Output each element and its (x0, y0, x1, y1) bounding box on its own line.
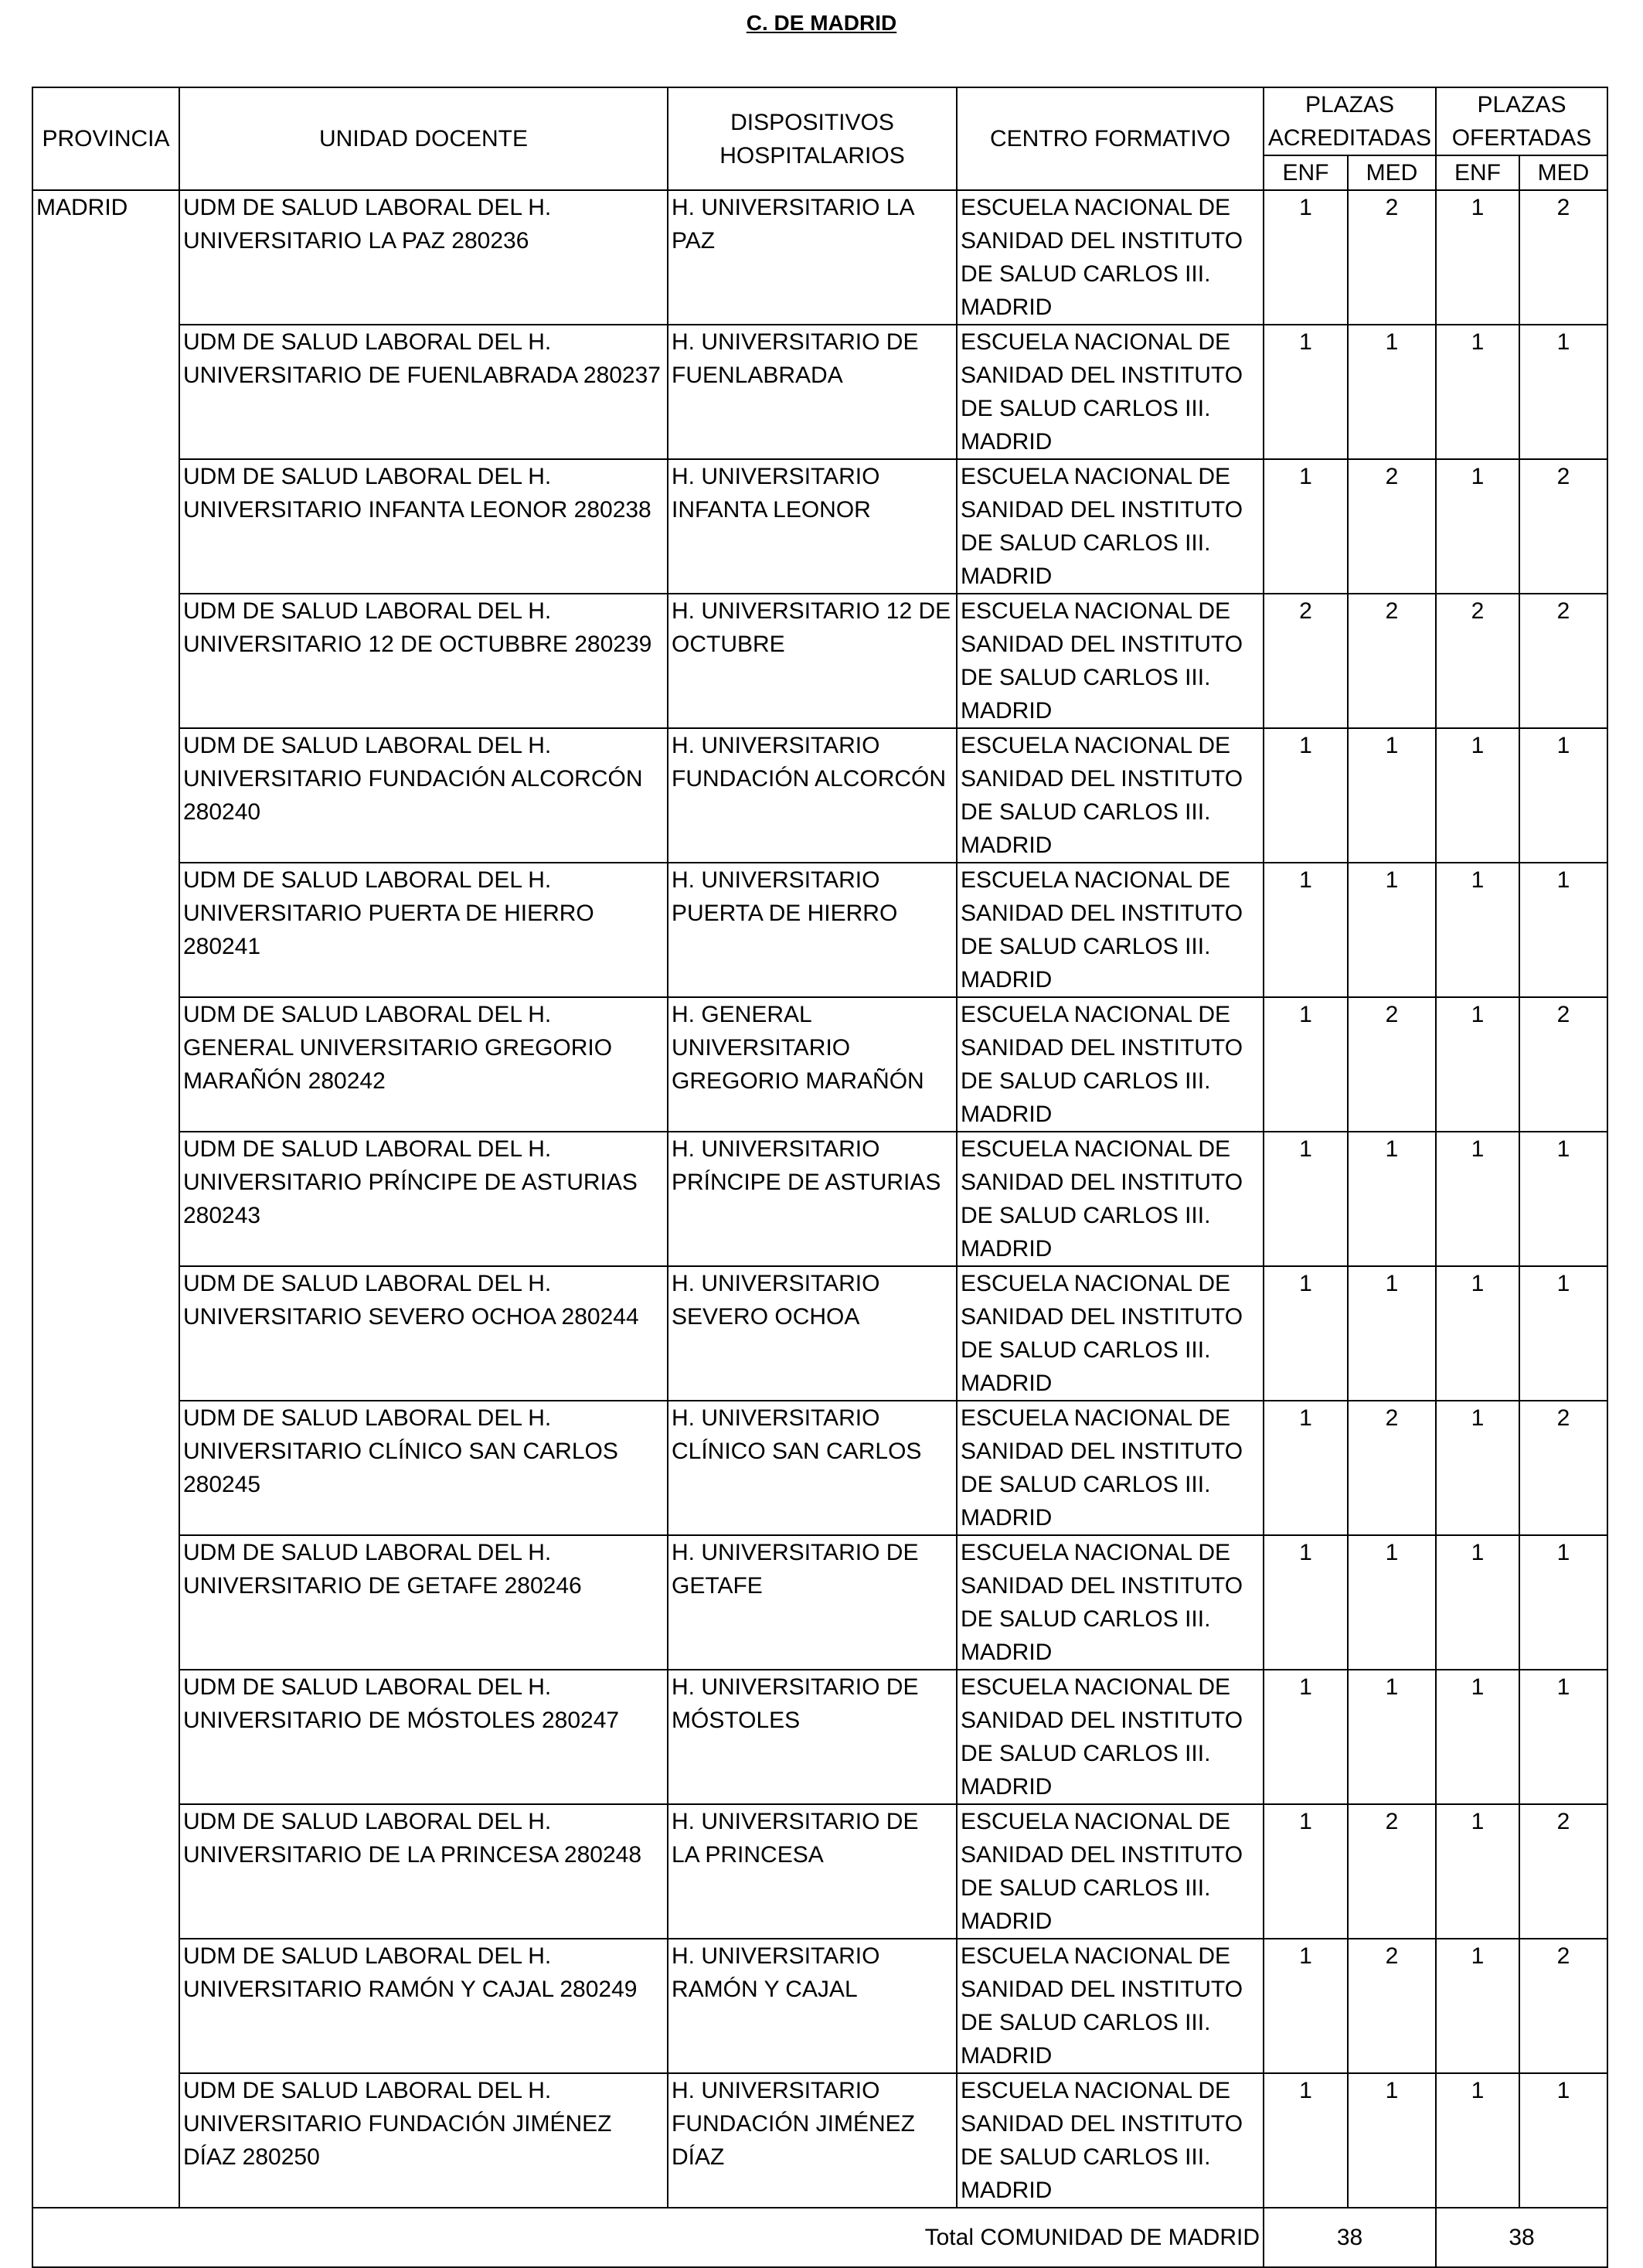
unidad-docente-cell: UDM DE SALUD LABORAL DEL H. UNIVERSITARIO SEVERO OCHOA 280244 (179, 1266, 668, 1401)
table-row (32, 1266, 1607, 1401)
ofertadas-med-cell: 2 (1519, 1804, 1607, 1939)
ofertadas-enf-cell: 1 (1436, 1804, 1519, 1939)
acreditadas-med-cell: 2 (1348, 459, 1436, 594)
centro-formativo-cell: ESCUELA NACIONAL DE SANIDAD DEL INSTITUTO DE SALUD CARLOS III. MADRID (957, 1939, 1264, 2073)
acreditadas-enf-cell: 1 (1264, 459, 1348, 594)
ofertadas-med-cell: 1 (1519, 325, 1607, 459)
acreditadas-enf-cell: 1 (1264, 997, 1348, 1132)
ofertadas-med-cell: 2 (1519, 1939, 1607, 2073)
acreditadas-enf-cell: 1 (1264, 1939, 1348, 2073)
total-acreditadas: 38 (1264, 2208, 1436, 2267)
table-row (32, 1535, 1607, 1670)
unidad-docente-cell: UDM DE SALUD LABORAL DEL H. UNIVERSITARIO DE LA PRINCESA 280248 (179, 1804, 668, 1939)
table-row (32, 1401, 1607, 1535)
acreditadas-med-cell: 1 (1348, 863, 1436, 997)
dispositivo-cell: H. UNIVERSITARIO RAMÓN Y CAJAL (668, 1939, 957, 2073)
ofertadas-med-cell: 1 (1519, 2073, 1607, 2208)
header-centro-formativo: CENTRO FORMATIVO (957, 87, 1264, 190)
acreditadas-enf-cell: 1 (1264, 728, 1348, 863)
ofertadas-med-cell: 1 (1519, 1266, 1607, 1401)
ofertadas-enf-cell: 1 (1436, 2073, 1519, 2208)
table-body (32, 190, 1607, 2267)
centro-formativo-cell: ESCUELA NACIONAL DE SANIDAD DEL INSTITUTO DE SALUD CARLOS III. MADRID (957, 1535, 1264, 1670)
total-row (32, 2208, 1607, 2267)
table-row (32, 2073, 1607, 2208)
dispositivo-cell: H. UNIVERSITARIO INFANTA LEONOR (668, 459, 957, 594)
table-row (32, 190, 1607, 325)
ofertadas-med-cell: 2 (1519, 459, 1607, 594)
unidad-docente-cell: UDM DE SALUD LABORAL DEL H. UNIVERSITARIO RAMÓN Y CAJAL 280249 (179, 1939, 668, 2073)
centro-formativo-cell: ESCUELA NACIONAL DE SANIDAD DEL INSTITUTO DE SALUD CARLOS III. MADRID (957, 1670, 1264, 1804)
ofertadas-enf-cell: 1 (1436, 728, 1519, 863)
header-acr-enf: ENF (1264, 155, 1348, 190)
ofertadas-enf-cell: 1 (1436, 1266, 1519, 1401)
dispositivo-cell: H. UNIVERSITARIO CLÍNICO SAN CARLOS (668, 1401, 957, 1535)
unidad-docente-cell: UDM DE SALUD LABORAL DEL H. UNIVERSITARIO DE FUENLABRADA 280237 (179, 325, 668, 459)
table-row (32, 863, 1607, 997)
unidad-docente-cell: UDM DE SALUD LABORAL DEL H. UNIVERSITARIO 12 DE OCTUBBRE 280239 (179, 594, 668, 728)
ofertadas-med-cell: 1 (1519, 863, 1607, 997)
acreditadas-enf-cell: 1 (1264, 325, 1348, 459)
acreditadas-enf-cell: 1 (1264, 1132, 1348, 1266)
ofertadas-enf-cell: 1 (1436, 1401, 1519, 1535)
centro-formativo-cell: ESCUELA NACIONAL DE SANIDAD DEL INSTITUTO DE SALUD CARLOS III. MADRID (957, 1132, 1264, 1266)
acreditadas-enf-cell: 1 (1264, 1401, 1348, 1535)
acreditadas-enf-cell: 1 (1264, 1266, 1348, 1401)
centro-formativo-cell: ESCUELA NACIONAL DE SANIDAD DEL INSTITUTO DE SALUD CARLOS III. MADRID (957, 997, 1264, 1132)
total-ofertadas: 38 (1436, 2208, 1607, 2267)
header-plazas-ofertadas: PLAZAS OFERTADAS (1436, 87, 1607, 155)
unidad-docente-cell: UDM DE SALUD LABORAL DEL H. UNIVERSITARIO FUNDACIÓN ALCORCÓN 280240 (179, 728, 668, 863)
ofertadas-enf-cell: 1 (1436, 1670, 1519, 1804)
acreditadas-med-cell: 2 (1348, 190, 1436, 325)
dispositivo-cell: H. UNIVERSITARIO PUERTA DE HIERRO (668, 863, 957, 997)
ofertadas-enf-cell: 1 (1436, 190, 1519, 325)
unidad-docente-cell: UDM DE SALUD LABORAL DEL H. UNIVERSITARIO PRÍNCIPE DE ASTURIAS 280243 (179, 1132, 668, 1266)
acreditadas-med-cell: 1 (1348, 1132, 1436, 1266)
acreditadas-med-cell: 2 (1348, 1939, 1436, 2073)
table-row (32, 459, 1607, 594)
ofertadas-enf-cell: 1 (1436, 863, 1519, 997)
acreditadas-enf-cell: 1 (1264, 1804, 1348, 1939)
dispositivo-cell: H. UNIVERSITARIO PRÍNCIPE DE ASTURIAS (668, 1132, 957, 1266)
ofertadas-enf-cell: 1 (1436, 459, 1519, 594)
centro-formativo-cell: ESCUELA NACIONAL DE SANIDAD DEL INSTITUTO DE SALUD CARLOS III. MADRID (957, 459, 1264, 594)
acreditadas-med-cell: 1 (1348, 1266, 1436, 1401)
ofertadas-med-cell: 1 (1519, 728, 1607, 863)
centro-formativo-cell: ESCUELA NACIONAL DE SANIDAD DEL INSTITUTO DE SALUD CARLOS III. MADRID (957, 1401, 1264, 1535)
centro-formativo-cell: ESCUELA NACIONAL DE SANIDAD DEL INSTITUTO DE SALUD CARLOS III. MADRID (957, 1266, 1264, 1401)
dispositivo-cell: H. UNIVERSITARIO SEVERO OCHOA (668, 1266, 957, 1401)
table-row (32, 997, 1607, 1132)
centro-formativo-cell: ESCUELA NACIONAL DE SANIDAD DEL INSTITUTO DE SALUD CARLOS III. MADRID (957, 594, 1264, 728)
plazas-table (32, 87, 1608, 2268)
page-title-text: C. DE MADRID (746, 11, 897, 35)
page-title (0, 11, 1643, 36)
unidad-docente-cell: UDM DE SALUD LABORAL DEL H. UNIVERSITARIO CLÍNICO SAN CARLOS 280245 (179, 1401, 668, 1535)
acreditadas-enf-cell: 1 (1264, 190, 1348, 325)
dispositivo-cell: H. UNIVERSITARIO LA PAZ (668, 190, 957, 325)
ofertadas-enf-cell: 1 (1436, 1132, 1519, 1266)
unidad-docente-cell: UDM DE SALUD LABORAL DEL H. GENERAL UNIVERSITARIO GREGORIO MARAÑÓN 280242 (179, 997, 668, 1132)
acreditadas-med-cell: 2 (1348, 1401, 1436, 1535)
ofertadas-med-cell: 1 (1519, 1670, 1607, 1804)
header-ofe-med: MED (1519, 155, 1607, 190)
ofertadas-enf-cell: 1 (1436, 997, 1519, 1132)
header-unidad-docente: UNIDAD DOCENTE (179, 87, 668, 190)
centro-formativo-cell: ESCUELA NACIONAL DE SANIDAD DEL INSTITUTO DE SALUD CARLOS III. MADRID (957, 728, 1264, 863)
header-provincia: PROVINCIA (32, 87, 179, 190)
dispositivo-cell: H. GENERAL UNIVERSITARIO GREGORIO MARAÑÓN (668, 997, 957, 1132)
centro-formativo-cell: ESCUELA NACIONAL DE SANIDAD DEL INSTITUTO DE SALUD CARLOS III. MADRID (957, 2073, 1264, 2208)
unidad-docente-cell: UDM DE SALUD LABORAL DEL H. UNIVERSITARIO FUNDACIÓN JIMÉNEZ DÍAZ 280250 (179, 2073, 668, 2208)
acreditadas-enf-cell: 1 (1264, 1670, 1348, 1804)
table-row (32, 728, 1607, 863)
acreditadas-med-cell: 2 (1348, 997, 1436, 1132)
ofertadas-enf-cell: 1 (1436, 1535, 1519, 1670)
header-acr-med: MED (1348, 155, 1436, 190)
table-row (32, 325, 1607, 459)
unidad-docente-cell: UDM DE SALUD LABORAL DEL H. UNIVERSITARIO LA PAZ 280236 (179, 190, 668, 325)
dispositivo-cell: H. UNIVERSITARIO FUNDACIÓN JIMÉNEZ DÍAZ (668, 2073, 957, 2208)
unidad-docente-cell: UDM DE SALUD LABORAL DEL H. UNIVERSITARIO DE GETAFE 280246 (179, 1535, 668, 1670)
dispositivo-cell: H. UNIVERSITARIO DE LA PRINCESA (668, 1804, 957, 1939)
acreditadas-enf-cell: 1 (1264, 1535, 1348, 1670)
centro-formativo-cell: ESCUELA NACIONAL DE SANIDAD DEL INSTITUTO DE SALUD CARLOS III. MADRID (957, 325, 1264, 459)
acreditadas-med-cell: 1 (1348, 1535, 1436, 1670)
acreditadas-enf-cell: 1 (1264, 863, 1348, 997)
acreditadas-med-cell: 1 (1348, 2073, 1436, 2208)
ofertadas-med-cell: 1 (1519, 1132, 1607, 1266)
ofertadas-enf-cell: 2 (1436, 594, 1519, 728)
header-ofe-enf: ENF (1436, 155, 1519, 190)
table-row (32, 594, 1607, 728)
provincia-cell: MADRID (32, 190, 179, 2208)
dispositivo-cell: H. UNIVERSITARIO DE MÓSTOLES (668, 1670, 957, 1804)
unidad-docente-cell: UDM DE SALUD LABORAL DEL H. UNIVERSITARIO DE MÓSTOLES 280247 (179, 1670, 668, 1804)
dispositivo-cell: H. UNIVERSITARIO DE FUENLABRADA (668, 325, 957, 459)
table-row (32, 1804, 1607, 1939)
header-plazas-acreditadas: PLAZAS ACREDITADAS (1264, 87, 1436, 155)
unidad-docente-cell: UDM DE SALUD LABORAL DEL H. UNIVERSITARIO INFANTA LEONOR 280238 (179, 459, 668, 594)
total-label: Total COMUNIDAD DE MADRID (32, 2208, 1264, 2267)
header-dispositivos: DISPOSITIVOS HOSPITALARIOS (668, 87, 957, 190)
acreditadas-med-cell: 2 (1348, 594, 1436, 728)
table-row (32, 1939, 1607, 2073)
dispositivo-cell: H. UNIVERSITARIO 12 DE OCTUBRE (668, 594, 957, 728)
ofertadas-enf-cell: 1 (1436, 1939, 1519, 2073)
ofertadas-med-cell: 1 (1519, 1535, 1607, 1670)
ofertadas-med-cell: 2 (1519, 1401, 1607, 1535)
dispositivo-cell: H. UNIVERSITARIO DE GETAFE (668, 1535, 957, 1670)
acreditadas-med-cell: 1 (1348, 728, 1436, 863)
dispositivo-cell: H. UNIVERSITARIO FUNDACIÓN ALCORCÓN (668, 728, 957, 863)
ofertadas-enf-cell: 1 (1436, 325, 1519, 459)
centro-formativo-cell: ESCUELA NACIONAL DE SANIDAD DEL INSTITUTO DE SALUD CARLOS III. MADRID (957, 863, 1264, 997)
acreditadas-enf-cell: 1 (1264, 2073, 1348, 2208)
ofertadas-med-cell: 2 (1519, 997, 1607, 1132)
table-row (32, 1670, 1607, 1804)
acreditadas-enf-cell: 2 (1264, 594, 1348, 728)
acreditadas-med-cell: 1 (1348, 1670, 1436, 1804)
table-row (32, 1132, 1607, 1266)
centro-formativo-cell: ESCUELA NACIONAL DE SANIDAD DEL INSTITUTO DE SALUD CARLOS III. MADRID (957, 1804, 1264, 1939)
unidad-docente-cell: UDM DE SALUD LABORAL DEL H. UNIVERSITARIO PUERTA DE HIERRO 280241 (179, 863, 668, 997)
ofertadas-med-cell: 2 (1519, 594, 1607, 728)
acreditadas-med-cell: 1 (1348, 325, 1436, 459)
ofertadas-med-cell: 2 (1519, 190, 1607, 325)
acreditadas-med-cell: 2 (1348, 1804, 1436, 1939)
centro-formativo-cell: ESCUELA NACIONAL DE SANIDAD DEL INSTITUTO DE SALUD CARLOS III. MADRID (957, 190, 1264, 325)
